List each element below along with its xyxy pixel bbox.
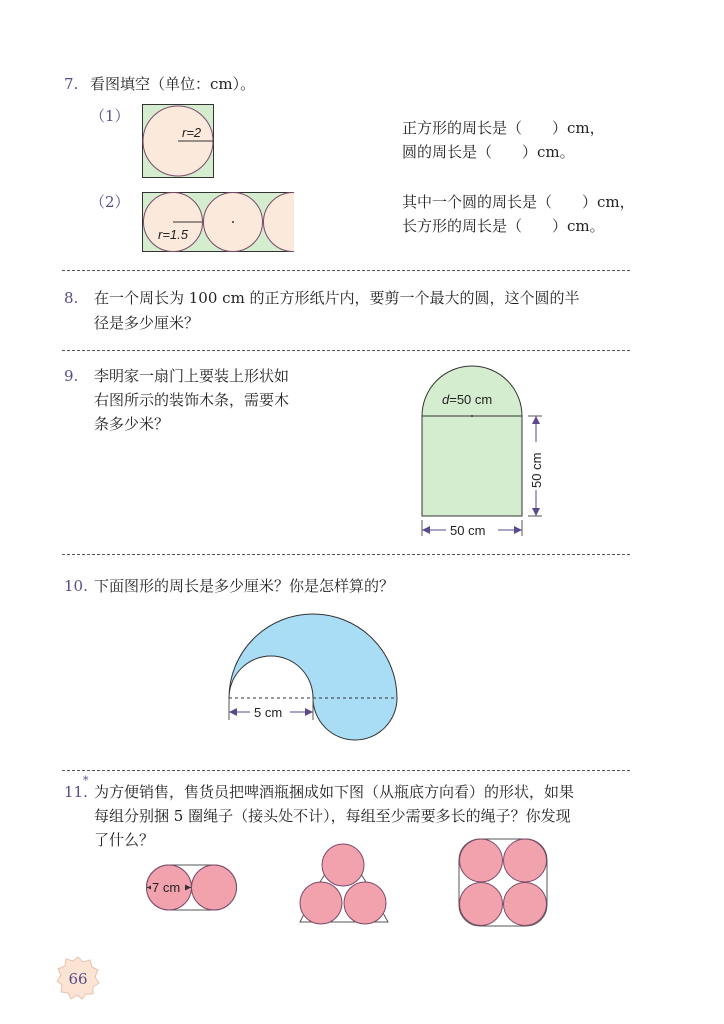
q9-line2: 右图所示的装饰木条，需要木 bbox=[94, 391, 290, 409]
q10-line1: 下面图形的周长是多少厘米？你是怎样算的？ bbox=[94, 577, 395, 595]
q9-door-figure bbox=[418, 364, 558, 544]
q11-number: 11. bbox=[64, 783, 88, 801]
q10-shell-figure bbox=[226, 612, 406, 748]
q11-four-bottles-figure bbox=[458, 838, 550, 928]
width-label: 50 cm bbox=[450, 523, 486, 538]
circle-3 bbox=[264, 193, 323, 252]
radius-label: r=1.5 bbox=[158, 227, 188, 242]
q9-line3: 条多少米？ bbox=[94, 415, 170, 433]
radius-label: r=2 bbox=[182, 125, 202, 140]
q7-title: 看图填空（单位：cm）。 bbox=[90, 75, 256, 93]
bottle-2 bbox=[192, 865, 237, 910]
page-number: 66 bbox=[68, 970, 88, 988]
q7-part2-line1: 其中一个圆的周长是（ ）cm， bbox=[402, 193, 635, 211]
q9-number: 9. bbox=[64, 367, 79, 385]
q7-part1-line1: 正方形的周长是（ ）cm， bbox=[402, 119, 605, 137]
q7-part1-line2: 圆的周长是（ ）cm。 bbox=[402, 143, 575, 161]
page-number-badge bbox=[56, 956, 100, 1000]
bottle-3 bbox=[460, 883, 503, 926]
q8-line1: 在一个周长为 100 cm 的正方形纸片内，要剪一个最大的圆，这个圆的半 bbox=[94, 289, 580, 307]
q11-line2: 每组分别捆 5 圈绳子（接头处不计），每组至少需要多长的绳子？你发现 bbox=[94, 807, 571, 825]
q8-number: 8. bbox=[64, 289, 79, 307]
door-rectangle bbox=[422, 416, 522, 516]
q7-part1-label: （1） bbox=[90, 107, 130, 125]
bottle-2 bbox=[504, 839, 547, 882]
q7-rectangle-circles-figure bbox=[142, 192, 294, 252]
bottle-1 bbox=[460, 839, 503, 882]
divider bbox=[62, 554, 630, 555]
diameter-label: d=50 cm bbox=[442, 392, 493, 407]
q8-line2: 径是多少厘米？ bbox=[94, 314, 200, 332]
q7-square-circle-figure bbox=[142, 104, 214, 178]
q11-star: * bbox=[83, 774, 89, 787]
q11-line1: 为方便销售，售货员把啤酒瓶捆成如下图（从瓶底方向看）的形状，如果 bbox=[94, 783, 575, 801]
divider bbox=[62, 270, 630, 271]
q7-number: 7. bbox=[64, 75, 79, 93]
bottle-4 bbox=[504, 883, 547, 926]
shell-shape bbox=[229, 614, 397, 740]
bottle-right bbox=[344, 882, 386, 924]
semicircle-top bbox=[422, 366, 522, 416]
q7-part2-line2: 长方形的周长是（ ）cm。 bbox=[402, 217, 605, 235]
divider bbox=[62, 770, 630, 771]
q11-line3: 了什么？ bbox=[94, 831, 155, 849]
bottle-top bbox=[322, 844, 364, 886]
q9-line1: 李明家一扇门上要装上形状如 bbox=[94, 367, 290, 385]
q7-part2-label: （2） bbox=[90, 193, 130, 211]
q11-two-bottles-figure bbox=[144, 862, 240, 916]
divider bbox=[62, 350, 630, 351]
dimension-label: 7 cm bbox=[152, 880, 181, 895]
q10-number: 10. bbox=[64, 577, 88, 595]
bottle-left bbox=[300, 882, 342, 924]
dimension-label: 5 cm bbox=[254, 705, 283, 720]
q11-three-bottles-figure bbox=[296, 842, 392, 928]
height-label: 50 cm bbox=[529, 452, 544, 488]
